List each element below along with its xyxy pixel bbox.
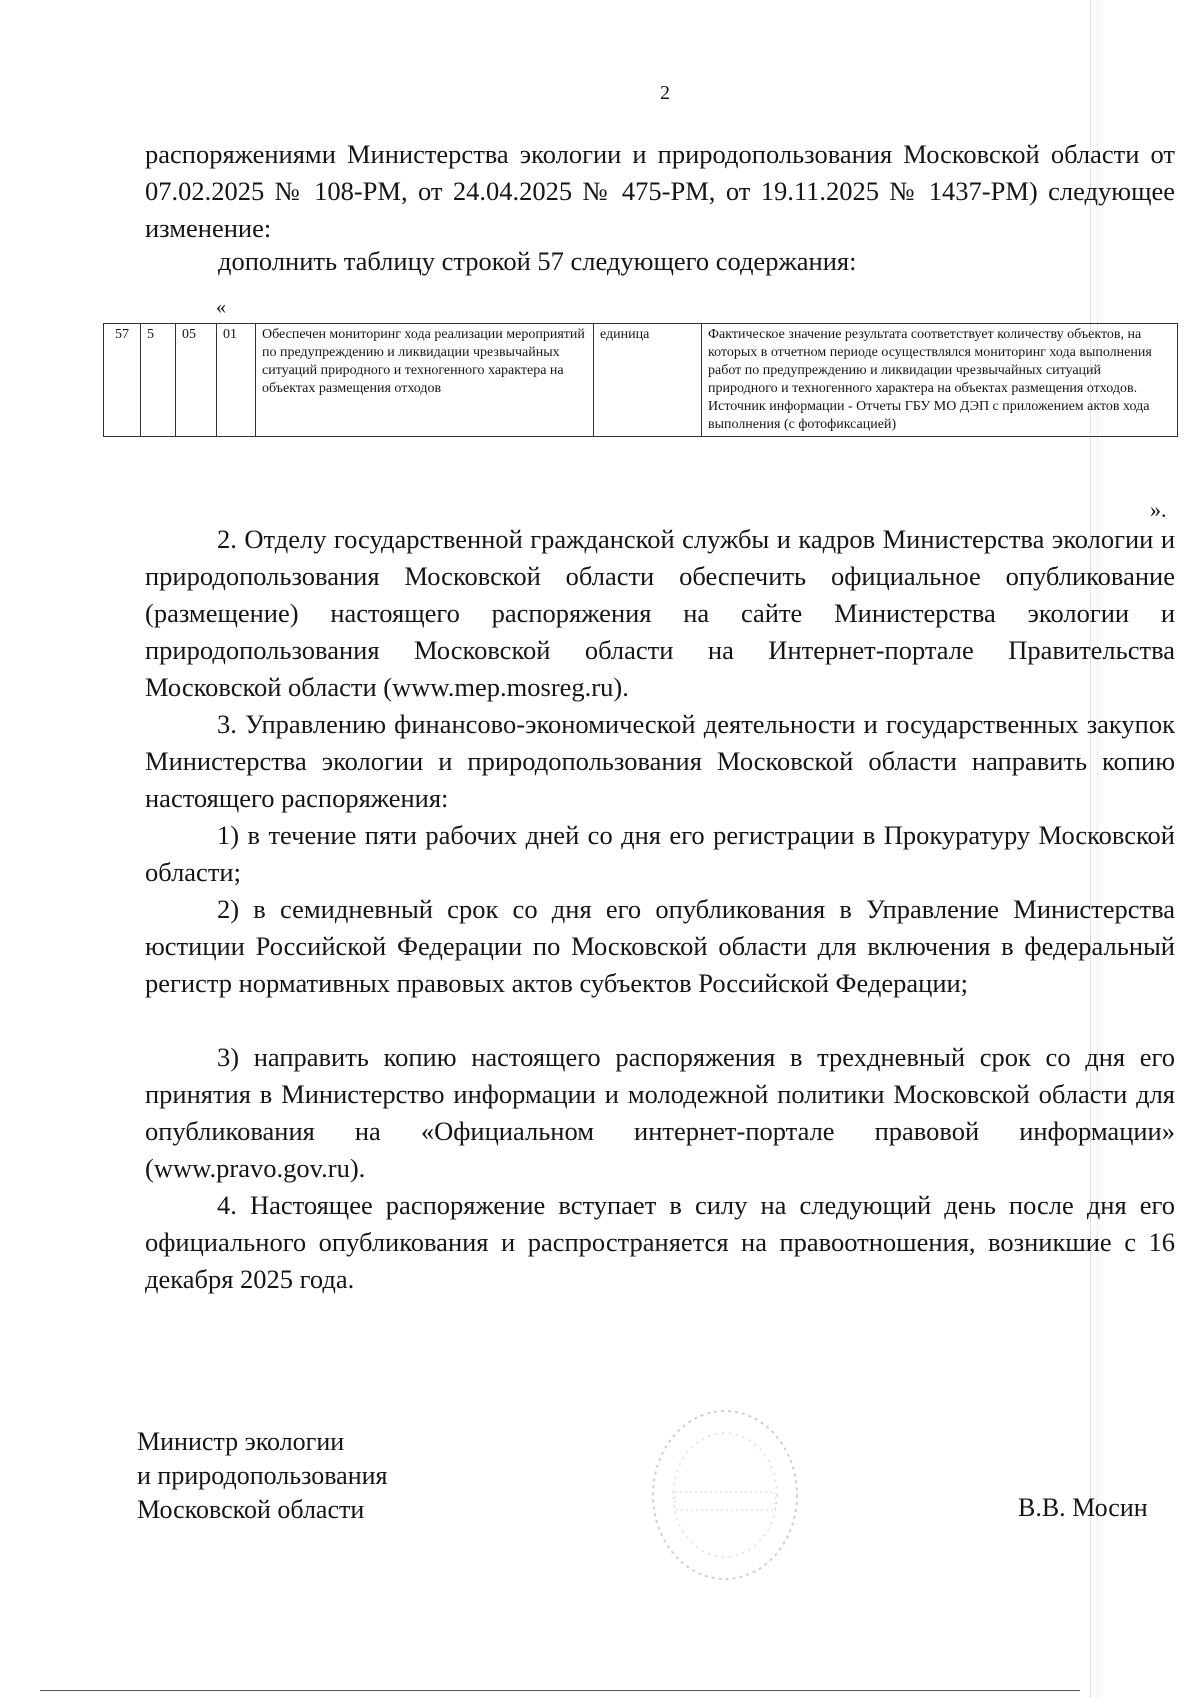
paragraph-3-item-2: 2) в семидневный срок со дня его опубликования в Управление Министерства юстиции Российской Федерации по Московской области для включения в федеральный регистр нормативных правовых актов субъектов Российской Федерации;: [145, 894, 1175, 998]
result-cell: Обеспечен мониторинг хода реализации мероприятий по предупреждению и ликвидации чрезвычайных ситуаций природного и техногенного характера на объектах размещения отходов: [256, 324, 594, 437]
method-text: Фактическое значение результата соответствует количеству объектов, на которых в отчетном периоде осуществлялся мониторинг хода выполнения работ по предупреждению и ликвидации чрезвычайных ситуаций природного и техногенного характера на объектах размещения отходов.: [708, 327, 1152, 396]
signatory-title-line: Московской области: [137, 1495, 365, 1524]
paragraph-2: 2. Отделу государственной гражданской службы и кадров Министерства экологии и природопользования Московской области обеспечить официальное опубликование (размещение) настоящего распоряжения на сайте Министерства экологии и природопользования Московской области на Интернет-портале Правительства Московской области (www.mep.mosreg.ru).: [145, 524, 1175, 702]
code-cell-3: 01: [217, 324, 256, 437]
signatory-title-line: Министр экологии: [137, 1427, 345, 1456]
bottom-edge-line: [40, 1690, 1080, 1691]
code-cell-1: 5: [141, 324, 176, 437]
page-number: 2: [660, 82, 670, 104]
table-row: [104, 324, 1178, 437]
paragraph-4: 4. Настоящее распоряжение вступает в силу на следующий день после дня его официального опубликования и распространяется на правоотношения, возникшие с 16 декабря 2025 года.: [145, 1190, 1175, 1294]
signatory-name: В.В. Мосин: [1018, 1493, 1148, 1522]
signatory-title-line: и природопользования: [137, 1461, 388, 1490]
method-cell: [702, 324, 1178, 437]
intro-paragraph: распоряжениями Министерства экологии и природопользования Московской области от 07.02.2025 № 108-РМ, от 24.04.2025 № 475-РМ, от 19.11.2025 № 1437-РМ) следующее изменение:: [145, 139, 1175, 243]
faded-stamp: [640, 1400, 810, 1590]
code-cell-2: 05: [176, 324, 217, 437]
opening-quote: «: [216, 296, 226, 318]
paragraph-3-item-1: 1) в течение пяти рабочих дней со дня его регистрации в Прокуратуру Московской области;: [145, 820, 1175, 887]
paragraph-3: 3. Управлению финансово-экономической деятельности и государственных закупок Министерства экологии и природопользования Московской области направить копию настоящего распоряжения:: [145, 709, 1175, 813]
signatory-title: [137, 1425, 388, 1527]
unit-cell: единица: [594, 324, 702, 437]
paragraph-3-item-3: 3) направить копию настоящего распоряжения в трехдневный срок со дня его принятия в Министерство информации и молодежной политики Московской области для опубликования на «Официальном интернет-портале правовой информации» (www.pravo.gov.ru).: [145, 1042, 1175, 1183]
amendment-table: [103, 323, 1178, 437]
add-row-instruction: дополнить таблицу строкой 57 следующего содержания:: [218, 246, 857, 276]
row-number-cell: 57: [104, 324, 141, 437]
source-text: Источник информации - Отчеты ГБУ МО ДЭП с приложением актов хода выполнения (с фотофиксацией): [708, 399, 1150, 432]
closing-quote: ».: [1150, 497, 1167, 522]
